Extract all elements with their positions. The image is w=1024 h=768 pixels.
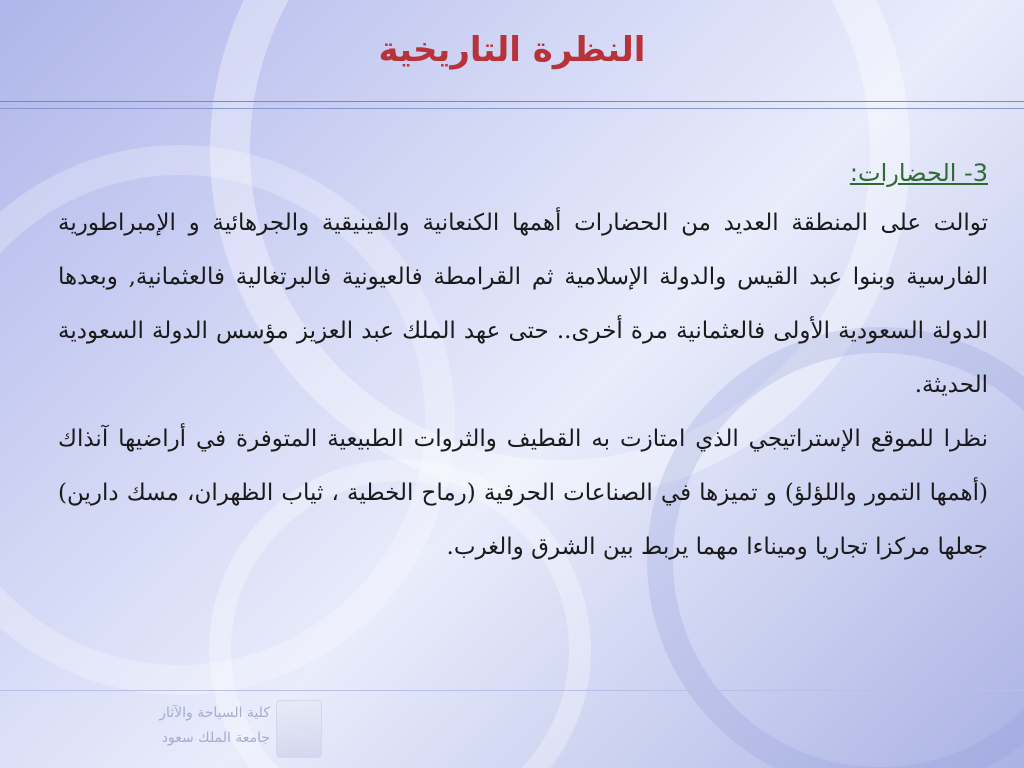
slide-content [58, 150, 988, 574]
footer-divider [0, 690, 1024, 691]
title-divider [0, 101, 1024, 102]
title-divider-secondary [0, 108, 1024, 109]
section-heading: 3- الحضارات: [849, 159, 988, 187]
paragraph-civilizations: توالت على المنطقة العديد من الحضارات أهمها الكنعانية والفينيقية والجرهائية و الإمبراطورية الفارسية وبنوا عبد القيس والدولة الإسلامية ثم القرامطة فالعيونية فالبرتغالية فالعثمانية, وبعدها الدولة السعودية الأولى فالعثمانية مرة أخرى.. حتى عهد الملك عبد العزيز مؤسس الدولة السعودية الحديثة. [58, 210, 988, 398]
footer-college-name: كلية السياحة والآثار [159, 705, 270, 721]
paragraph-strategic-location: نظرا للموقع الإستراتيجي الذي امتازت به القطيف والثروات الطبيعية المتوفرة في أراضيها آنذاك (أهمها التمور واللؤلؤ) و تميزها في الصناعات الحرفية (رماح الخطية ، ثياب الظهران، مسك دارين) جعلها مركزا تجاريا وميناءا مهما يربط بين الشرق والغرب. [58, 426, 988, 560]
university-logo-icon [276, 700, 322, 758]
footer-university-name: جامعة الملك سعود [161, 730, 270, 746]
slide-title: النظرة التاريخية [378, 30, 646, 70]
